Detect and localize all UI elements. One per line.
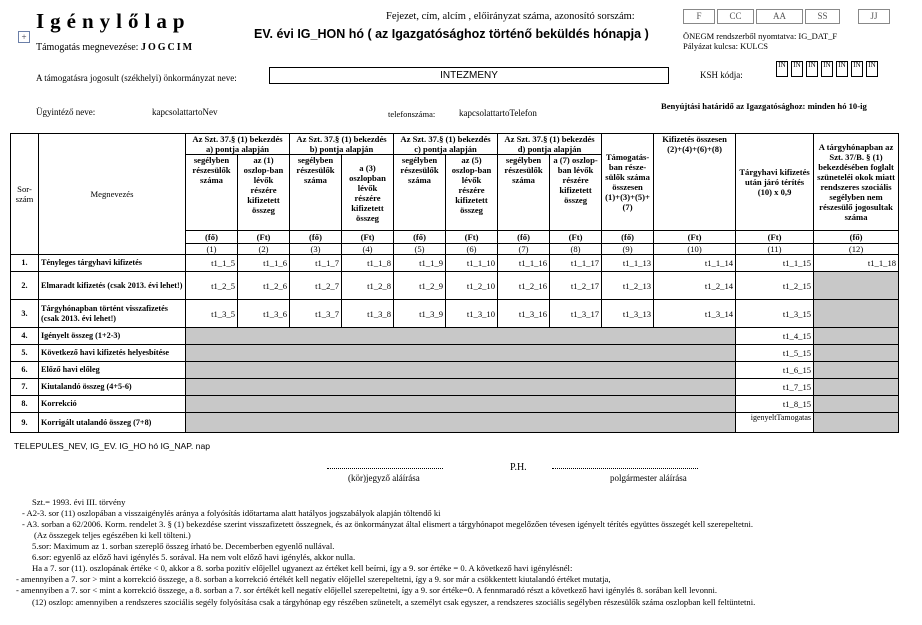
sub-segely: segélyben részesülők száma — [498, 155, 550, 231]
data-cell[interactable]: t1_2_10 — [446, 272, 498, 300]
col-9-header: Támogatás-ban része-sülők száma összesen (1)+(3)+(5)+(7) — [602, 134, 654, 231]
row-label: Elmaradt kifizetés (csak 2013. évi lehet!) — [39, 272, 186, 300]
disabled-cell — [186, 413, 736, 433]
col-sorszam: Sor- szám — [11, 134, 39, 255]
data-cell[interactable]: t1_1_14 — [654, 255, 736, 272]
colnum-cell: (10) — [654, 244, 736, 255]
data-cell[interactable]: t1_3_10 — [446, 300, 498, 328]
data-cell[interactable]: t1_1_8 — [342, 255, 394, 272]
data-cell[interactable]: t1_1_13 — [602, 255, 654, 272]
data-cell[interactable]: t1_2_15 — [736, 272, 814, 300]
ksh-cell[interactable]: IN — [806, 61, 818, 77]
colnum-cell: (4) — [342, 244, 394, 255]
row-label: Következő havi kifizetés helyesbítése — [39, 345, 186, 362]
disabled-cell — [186, 328, 736, 345]
note-line: - amennyiben a 7. sor < mint a korrekció összege, a 8. sorban a 7. sor értékét kell negatív előjellel szerepeltetni, így a 9. sor értéke=0. A fennmaradó részt a következő havi igénylés 8. sorában kell levonni. — [16, 585, 718, 595]
disabled-cell — [186, 362, 736, 379]
palyazat-kulcs: Pályázat kulcsa: KULCS — [683, 41, 768, 51]
code-box-f: F — [683, 9, 715, 24]
data-cell[interactable]: t1_2_16 — [498, 272, 550, 300]
sub-b-oszlop: a (3) oszlopban lévők részére kifizetett összeg — [342, 155, 394, 231]
sub-segely: segélyben részesülők száma — [186, 155, 238, 231]
unit-cell: (fő) — [290, 231, 342, 244]
unit-cell: (fő) — [814, 231, 899, 244]
disabled-cell — [814, 396, 899, 413]
support-line — [36, 42, 194, 53]
data-cell[interactable]: t1_2_6 — [238, 272, 290, 300]
row-label: Korrigált utalandó összeg (7+8) — [39, 413, 186, 433]
unit-cell: (Ft) — [654, 231, 736, 244]
fejezet-label: Fejezet, cím, alcím , előirányzat száma, azonosító sorszám: — [386, 11, 635, 22]
data-cell[interactable]: t1_2_7 — [290, 272, 342, 300]
ugyintezo-value[interactable]: kapcsolattartoNev — [152, 107, 218, 117]
data-cell[interactable]: t1_1_16 — [498, 255, 550, 272]
table-row — [11, 300, 899, 328]
col-10-header: Kifizetés összesen (2)+(4)+(6)+(8) — [654, 134, 736, 231]
unit-cell: (fő) — [394, 231, 446, 244]
code-box-cc: CC — [717, 9, 754, 24]
colnum-cell: (11) — [736, 244, 814, 255]
disabled-cell — [814, 300, 899, 328]
data-cell[interactable]: igenyeltTamogatas — [736, 413, 814, 433]
data-cell[interactable]: t1_3_9 — [394, 300, 446, 328]
row-number: 8. — [11, 396, 39, 413]
ksh-cell[interactable]: IN — [821, 61, 833, 77]
data-cell[interactable]: t1_2_8 — [342, 272, 394, 300]
onkormanyzat-field[interactable]: INTEZMENY — [269, 67, 669, 84]
disabled-cell — [186, 379, 736, 396]
unit-cell: (Ft) — [342, 231, 394, 244]
table-row — [11, 328, 899, 345]
note-line: Szt.= 1993. évi III. törvény — [32, 497, 126, 507]
colnum-cell: (9) — [602, 244, 654, 255]
unit-cell: (fő) — [498, 231, 550, 244]
colnum-cell: (12) — [814, 244, 899, 255]
data-cell[interactable]: t1_1_9 — [394, 255, 446, 272]
unit-cell: (Ft) — [550, 231, 602, 244]
disabled-cell — [186, 396, 736, 413]
igenylolap-table — [10, 133, 899, 433]
sub-d-oszlop: a (7) oszlop-ban lévők részére kifizetett összeg — [550, 155, 602, 231]
note-line: - A2-3. sor (11) oszlopában a visszaigénylés aránya a folyósítás időtartama alatt hatályos jogszabályok alapján töltendő ki — [22, 508, 441, 518]
colnum-cell: (8) — [550, 244, 602, 255]
form-title: Igénylőlap — [36, 9, 191, 33]
jegyzo-label: (kör)jegyző aláírása — [348, 473, 420, 483]
expand-icon[interactable]: + — [18, 31, 30, 43]
unit-cell: (Ft) — [446, 231, 498, 244]
data-cell[interactable]: t1_3_14 — [654, 300, 736, 328]
row-number: 7. — [11, 379, 39, 396]
sub-c-oszlop: az (5) oszlop-ban lévők részére kifizetett összeg — [446, 155, 498, 231]
ksh-cell[interactable]: IN — [866, 61, 878, 77]
code-box-jj: JJ — [858, 9, 890, 24]
data-cell[interactable]: t1_5_15 — [736, 345, 814, 362]
disabled-cell — [814, 345, 899, 362]
ksh-cell[interactable]: IN — [851, 61, 863, 77]
row-number: 9. — [11, 413, 39, 433]
data-cell[interactable]: t1_2_9 — [394, 272, 446, 300]
note-line: Ha a 7. sor (11). oszlopának értéke < 0, akkor a 8. sorba pozitív előjellel ugyanezt az értéket kell beírni, így a 9. sor értéke = 0. A következő havi igénylésnél: — [32, 563, 573, 573]
sub-segely: segélyben részesülők száma — [290, 155, 342, 231]
hatarido-note: Benyújtási határidő az Igazgatósághoz: minden hó 10-ig — [661, 101, 867, 111]
data-cell[interactable]: t1_3_8 — [342, 300, 394, 328]
ksh-cell[interactable]: IN — [776, 61, 788, 77]
data-cell[interactable]: t1_4_15 — [736, 328, 814, 345]
row-number: 2. — [11, 272, 39, 300]
support-label: Támogatás megnevezése: — [36, 42, 139, 53]
data-cell[interactable]: t1_1_17 — [550, 255, 602, 272]
unit-cell: (fő) — [602, 231, 654, 244]
data-cell[interactable]: t1_6_15 — [736, 362, 814, 379]
row-label: Korrekció — [39, 396, 186, 413]
data-cell[interactable]: t1_3_16 — [498, 300, 550, 328]
table-row — [11, 379, 899, 396]
data-cell[interactable]: t1_3_7 — [290, 300, 342, 328]
ksh-cell[interactable]: IN — [791, 61, 803, 77]
polgarmester-label: polgármester aláírása — [610, 473, 687, 483]
row-label: Előző havi előleg — [39, 362, 186, 379]
table-row — [11, 272, 899, 300]
ugyintezo-label: Ügyintéző neve: — [36, 107, 96, 117]
data-cell[interactable]: t1_7_15 — [736, 379, 814, 396]
colnum-cell: (1) — [186, 244, 238, 255]
data-cell[interactable]: t1_3_17 — [550, 300, 602, 328]
data-cell[interactable]: t1_1_7 — [290, 255, 342, 272]
table-row — [11, 255, 899, 272]
note-line: 5.sor: Maximum az 1. sorban szereplő összeg írható be. Decemberben egyenlő nullával. — [32, 541, 335, 551]
unit-cell: (Ft) — [736, 231, 814, 244]
data-cell[interactable]: t1_1_15 — [736, 255, 814, 272]
col-megnevezes: Megnevezés — [39, 134, 186, 255]
row-number: 4. — [11, 328, 39, 345]
data-cell[interactable]: t1_1_5 — [186, 255, 238, 272]
ksh-cell[interactable]: IN — [836, 61, 848, 77]
colnum-cell: (7) — [498, 244, 550, 255]
row-label: Igényelt összeg (1+2-3) — [39, 328, 186, 345]
disabled-cell — [814, 328, 899, 345]
data-cell[interactable]: t1_3_13 — [602, 300, 654, 328]
place-date: TELEPULES_NEV, IG_EV. IG_HO hó IG_NAP. nap — [14, 441, 211, 451]
data-cell[interactable]: t1_1_6 — [238, 255, 290, 272]
colnum-cell: (6) — [446, 244, 498, 255]
disabled-cell — [186, 345, 736, 362]
note-line: - A3. sorban a 62/2006. Korm. rendelet 3. § (1) bekezdése szerint visszafizetett összegnek, és az önkormányzat által elismert a tárgyhónapot megelőzően tévesen igényelt térítés együttes összegét kell szerepeltetni. — [22, 519, 754, 529]
row-label: Tárgyhónapban történt visszafizetés (csak 2013. évi lehet!) — [39, 300, 186, 328]
support-value: JOGCIM — [140, 42, 195, 53]
sub-a-oszlop: az (1) oszlop-ban lévők részére kifizetett összeg — [238, 155, 290, 231]
form-subtitle: EV. évi IG_HON hó ( az Igazgatósághoz történő beküldés hónapja ) — [254, 27, 649, 41]
data-cell[interactable]: t1_1_18 — [814, 255, 899, 272]
row-number: 5. — [11, 345, 39, 362]
group-a-header: Az Szt. 37.§ (1) bekezdés a) pontja alapján — [186, 134, 290, 155]
telefon-value[interactable]: kapcsolattartoTelefon — [459, 108, 537, 118]
disabled-cell — [814, 272, 899, 300]
ph-label: P.H. — [510, 462, 527, 473]
row-number: 3. — [11, 300, 39, 328]
sub-segely: segélyben részesülők száma — [394, 155, 446, 231]
note-line: - amennyiben a 7. sor > mint a korrekció összege, a 8. sorban a korrekció értékét kell negatív előjellel szerepeltetni, így a 9. sor már a csökkentett kiutalandó értéket mutatja, — [16, 574, 611, 584]
telefon-label: telefonszáma: — [388, 109, 436, 119]
polgarmester-signature-line — [552, 468, 698, 469]
table-row — [11, 362, 899, 379]
col-12-header: A tárgyhónapban az Szt. 37/B. § (1) bekezdésében foglalt szüneteléi okok miatt rendszeres szociális segélyben nem részesülő jogosultak száma — [814, 134, 899, 231]
row-label: Kiutalandó összeg (4+5-6) — [39, 379, 186, 396]
table-row — [11, 413, 899, 433]
data-cell[interactable]: t1_2_5 — [186, 272, 238, 300]
code-box-ss: SS — [805, 9, 840, 24]
oneg-info: ÖNEGM rendszerből nyomtatva: IG_DAT_F — [683, 31, 838, 41]
group-b-header: Az Szt. 37.§ (1) bekezdés b) pontja alapján — [290, 134, 394, 155]
disabled-cell — [814, 379, 899, 396]
row-number: 1. — [11, 255, 39, 272]
colnum-cell: (5) — [394, 244, 446, 255]
group-d-header: Az Szt. 37.§ (1) bekezdés d) pontja alapján — [498, 134, 602, 155]
disabled-cell — [814, 413, 899, 433]
data-cell[interactable]: t1_2_17 — [550, 272, 602, 300]
colnum-cell: (2) — [238, 244, 290, 255]
table-row — [11, 345, 899, 362]
unit-cell: (fő) — [186, 231, 238, 244]
data-cell[interactable]: t1_1_10 — [446, 255, 498, 272]
note-line: 6.sor: egyenlő az előző havi igénylés 5. sorával. Ha nem volt előző havi igénylés, akkor nulla. — [32, 552, 356, 562]
note-line: (Az összegek teljes egészében ki kell tölteni.) — [34, 530, 191, 540]
data-cell[interactable]: t1_3_5 — [186, 300, 238, 328]
data-cell[interactable]: t1_8_15 — [736, 396, 814, 413]
data-cell[interactable]: t1_2_14 — [654, 272, 736, 300]
col-11-header: Tárgyhavi kifizetés után járó térítés (10) x 0,9 — [736, 134, 814, 231]
row-label: Tényleges tárgyhavi kifizetés — [39, 255, 186, 272]
note-line: (12) oszlop: amennyiben a rendszeres szociális segély folyósítása csak a tárgyhónap egy részében szünetelt, a személyt csak egyszer, a rendszeres szociális segélyben részesülők száma oszlopban kell feltüntetni. — [32, 597, 756, 607]
code-box-aa: AA — [756, 9, 803, 24]
onkormanyzat-label: A támogatásra jogosult (székhelyi) önkormányzat neve: — [36, 73, 237, 83]
ksh-label: KSH kódja: — [700, 70, 743, 80]
data-cell[interactable]: t1_3_15 — [736, 300, 814, 328]
disabled-cell — [814, 362, 899, 379]
row-number: 6. — [11, 362, 39, 379]
colnum-cell: (3) — [290, 244, 342, 255]
unit-cell: (Ft) — [238, 231, 290, 244]
group-c-header: Az Szt. 37.§ (1) bekezdés c) pontja alapján — [394, 134, 498, 155]
table-row — [11, 396, 899, 413]
data-cell[interactable]: t1_3_6 — [238, 300, 290, 328]
jegyzo-signature-line — [327, 468, 443, 469]
data-cell[interactable]: t1_2_13 — [602, 272, 654, 300]
